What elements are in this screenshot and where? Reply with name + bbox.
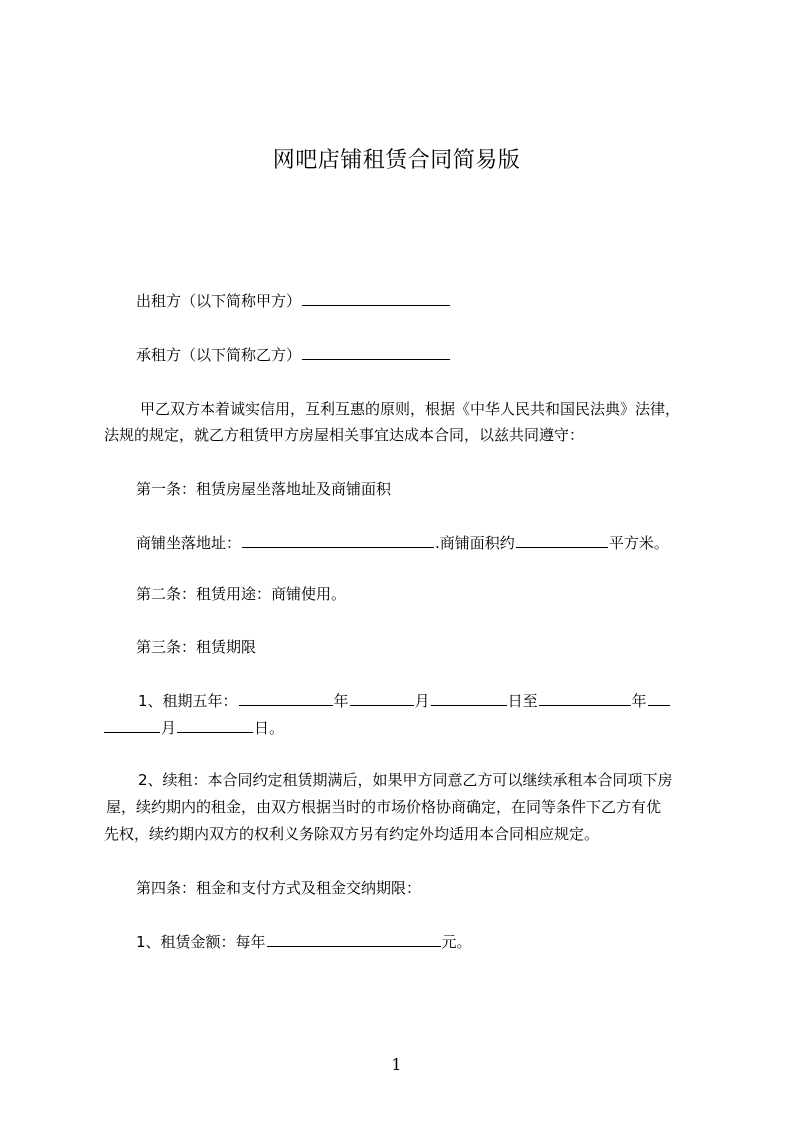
month-text: 月	[414, 692, 430, 710]
day-end-text: 日。	[254, 719, 285, 737]
lessee-line	[136, 344, 451, 365]
address-blank[interactable]	[242, 532, 434, 548]
renew-line-3: 先权，续约期内双方的权利义务除双方另有约定外均适用本合同相应规定。	[104, 825, 600, 843]
renew-line-2: 屋，续约期内的租金，由双方根据当时的市场价格协商确定，在同等条件下乙方有优	[106, 798, 662, 816]
start-day-blank[interactable]	[431, 690, 507, 706]
address-line	[136, 532, 669, 553]
rent-line	[136, 931, 472, 952]
rent-amount-blank[interactable]	[267, 931, 441, 947]
area-unit: 平方米。	[608, 534, 669, 552]
area-blank[interactable]	[516, 532, 608, 548]
end-year-blank[interactable]	[539, 690, 631, 706]
end-day-blank[interactable]	[177, 717, 253, 733]
end-year-text: 年	[631, 692, 647, 710]
preamble-line-1: 甲乙双方本着诚实信用，互利互惠的原则，根据《中华人民共和国民法典》法律，	[140, 400, 681, 418]
term-label: 1、租期五年：	[138, 692, 238, 710]
end-month-text: 月	[161, 719, 177, 737]
end-month-blank-part1[interactable]	[648, 690, 670, 706]
lessor-name-blank[interactable]	[302, 290, 450, 306]
end-month-blank-part2[interactable]	[104, 717, 160, 733]
article-2-title: 第二条：租赁用途：商铺使用。	[136, 585, 347, 603]
rent-unit: 元。	[441, 933, 472, 951]
term-line-2	[104, 717, 284, 738]
address-label: 商铺坐落地址：	[136, 534, 242, 552]
start-year-blank[interactable]	[239, 690, 333, 706]
day-to-text: 日至	[507, 692, 538, 710]
lessee-label: 承租方（以下简称乙方）	[136, 346, 302, 364]
rent-label: 1、租赁金额：每年	[136, 933, 266, 951]
article-1-title: 第一条：租赁房屋坐落地址及商铺面积	[136, 480, 392, 498]
renew-line-1: 2、续租：本合同约定租赁期满后，如果甲方同意乙方可以继续承租本合同项下房	[138, 771, 673, 789]
preamble-line-2: 法规的规定，就乙方租赁甲方房屋相关事宜达成本合同，以兹共同遵守：	[104, 426, 585, 444]
lessee-name-blank[interactable]	[302, 344, 450, 360]
page-number: 1	[391, 1055, 402, 1074]
start-month-blank[interactable]	[350, 690, 414, 706]
lessor-line	[136, 290, 451, 311]
article-3-title: 第三条：租赁期限	[136, 638, 257, 656]
article-4-title: 第四条：租金和支付方式及租金交纳期限：	[136, 879, 422, 897]
address-dot: .	[435, 534, 440, 552]
year-text: 年	[333, 692, 349, 710]
document-title: 网吧店铺租赁合同简易版	[272, 148, 521, 173]
term-line-1	[138, 690, 671, 711]
lessor-label: 出租方（以下简称甲方）	[136, 292, 302, 310]
area-label: 商铺面积约	[439, 534, 515, 552]
